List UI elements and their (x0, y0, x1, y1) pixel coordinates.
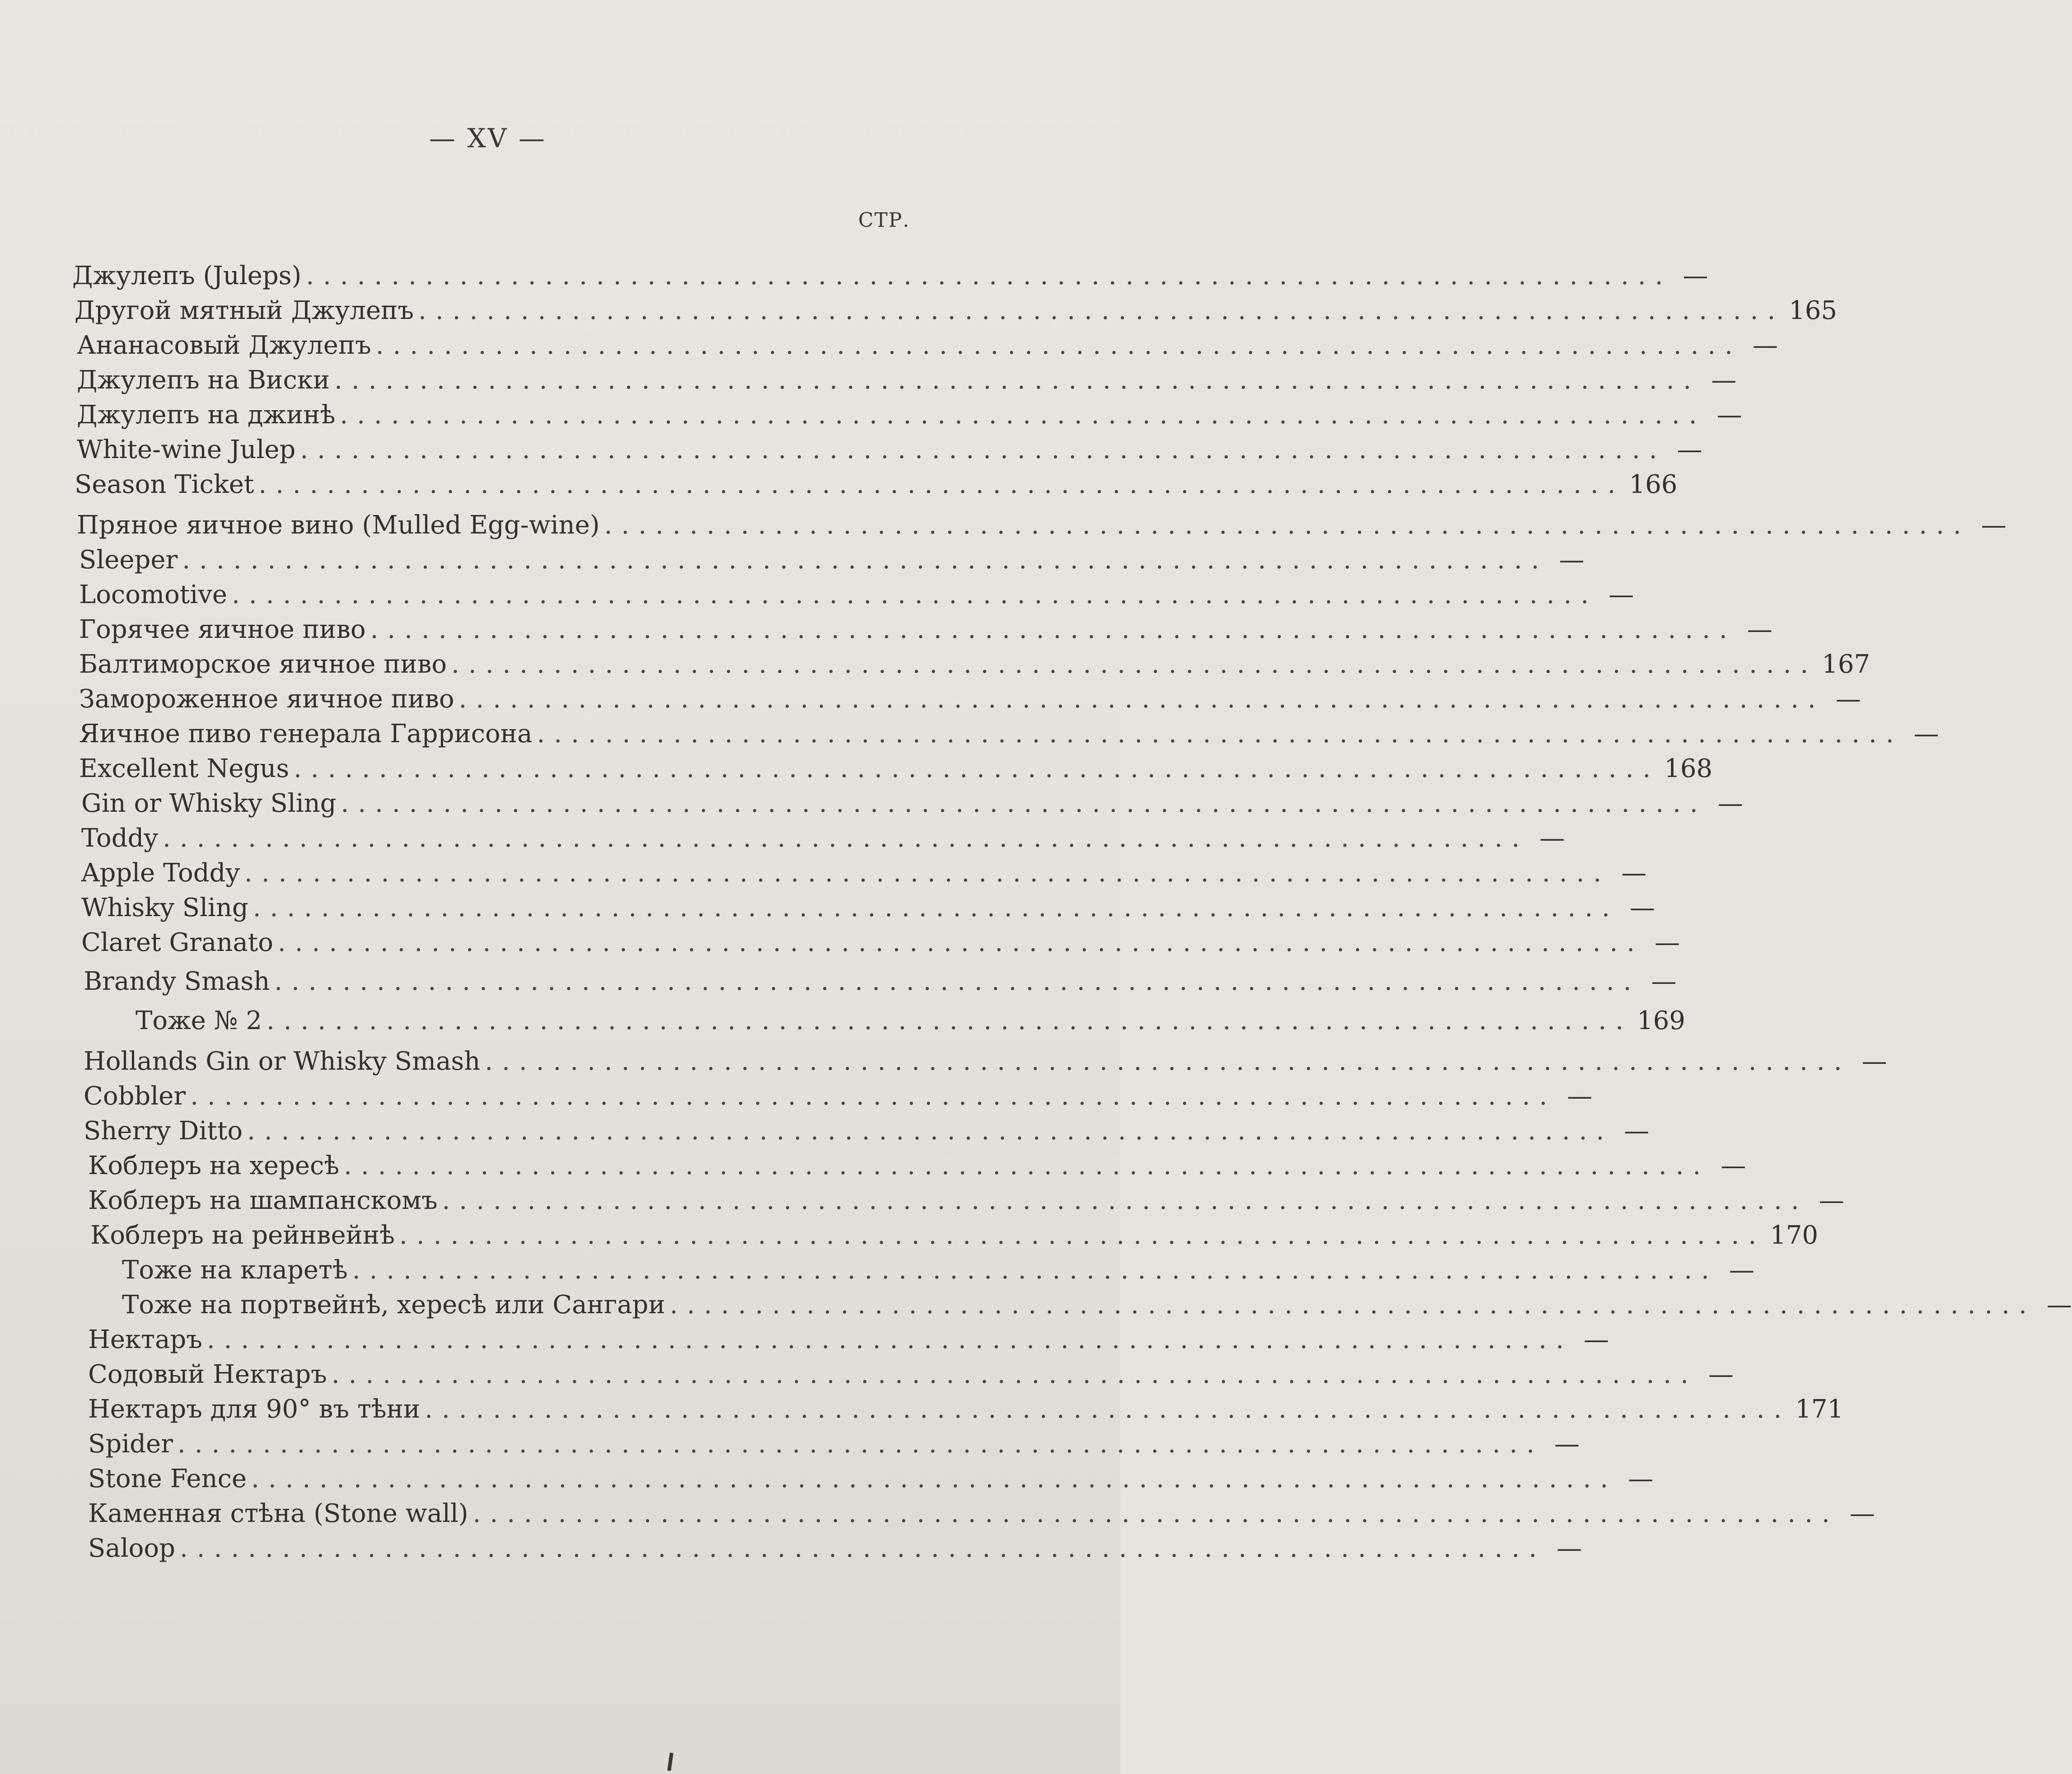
dot-leader: ................................................................................ (442, 1186, 1808, 1215)
toc-entry (81, 821, 1565, 856)
toc-entry-page: — (1651, 967, 1677, 996)
toc-entry-page: — (1849, 1499, 1875, 1528)
toc-entry-page: — (1913, 719, 1939, 749)
toc-entry (75, 468, 1678, 502)
toc-entry-page: 169 (1637, 1006, 1685, 1035)
dot-leader: ................................................................................ (179, 1534, 1546, 1563)
toc-entry (84, 1079, 1593, 1114)
toc-entry-title: Ананасовый Джулепъ (77, 331, 371, 360)
toc-entry (79, 543, 1585, 577)
dot-leader: ................................................................................ (334, 365, 1701, 395)
toc-entry-title: Whisky Sling (81, 893, 248, 922)
toc-entry (88, 1357, 1734, 1392)
toc-entry-title: Brandy Smash (84, 967, 270, 996)
toc-entry (79, 717, 1939, 751)
toc-entry (79, 647, 1871, 682)
toc-entry-page: — (1835, 684, 1861, 714)
toc-entry-page: 171 (1795, 1395, 1844, 1424)
toc-entry-page: — (1624, 1116, 1650, 1146)
toc-entry-title: Пряное яичное вино (Mulled Egg-wine) (77, 510, 600, 540)
toc-entry-page: — (1583, 1325, 1609, 1354)
dot-leader: ................................................................................ (190, 1081, 1557, 1111)
toc-entry-title: Excellent Negus (79, 754, 290, 783)
toc-entry (88, 1531, 1582, 1566)
dot-leader: ................................................................................ (341, 789, 1707, 818)
toc-entry (136, 1004, 1685, 1038)
toc-entry-page: — (1654, 928, 1680, 957)
toc-entry (84, 964, 1677, 999)
dot-leader: ................................................................................ (537, 719, 1903, 749)
page-number: — XV — (429, 123, 547, 154)
toc-entry-page: — (1567, 1081, 1593, 1111)
toc-entry (88, 1497, 1875, 1531)
toc-entry (79, 578, 1634, 612)
dot-leader: ................................................................................ (266, 1006, 1633, 1035)
toc-entry-title: Apple Toddy (81, 858, 240, 888)
toc-entry-title: Тоже на портвейнѣ, хересѣ или Сангари (122, 1290, 665, 1320)
toc-entry-page: — (1721, 1151, 1746, 1180)
toc-entry (81, 891, 1655, 925)
toc-entry-page: — (1677, 435, 1703, 464)
toc-entry-page: 167 (1822, 650, 1871, 679)
dot-leader: ................................................................................ (425, 1395, 1791, 1424)
dot-leader: ................................................................................ (294, 754, 1660, 783)
toc-entry-page: — (1711, 365, 1737, 395)
dot-leader: ................................................................................ (277, 928, 1644, 957)
toc-entry (81, 786, 1743, 821)
page-column-label: СТР. (858, 209, 910, 232)
toc-entry (84, 1044, 1887, 1079)
toc-entry-title: White-wine Julep (77, 435, 296, 464)
dot-leader: ................................................................................ (451, 650, 1818, 679)
toc-entry-title: Яичное пиво генерала Гаррисона (79, 719, 533, 749)
toc-entry (77, 508, 2007, 543)
toc-entry-title: Джулепъ на Виски (77, 365, 330, 395)
dot-leader: ................................................................................ (370, 615, 1736, 644)
dot-leader: ................................................................................ (206, 1325, 1573, 1354)
dot-leader: ................................................................................ (244, 858, 1611, 888)
toc-entry-page: 170 (1770, 1221, 1818, 1250)
toc-entry (81, 926, 1680, 960)
dot-leader: ................................................................................ (247, 1116, 1614, 1146)
toc-entry (88, 1184, 1844, 1218)
toc-entry-page: — (1621, 858, 1647, 888)
toc-entry (122, 1253, 1754, 1287)
toc-entry-title: Claret Granato (81, 928, 273, 957)
toc-entry-title: Коблеръ на рейнвейнѣ (90, 1221, 395, 1250)
dot-leader: ................................................................................ (604, 510, 1970, 540)
dot-leader: ................................................................................ (274, 967, 1641, 996)
toc-entry-page: — (1717, 789, 1743, 818)
toc-entry-title: Тоже на кларетѣ (122, 1255, 348, 1285)
dot-leader: ................................................................................ (472, 1499, 1839, 1528)
toc-entry-page: 166 (1629, 470, 1678, 499)
toc-entry (81, 856, 1647, 890)
dot-leader: ................................................................................ (375, 331, 1742, 360)
dot-leader: ................................................................................ (458, 684, 1825, 714)
toc-entry-title: Нектаръ (88, 1325, 202, 1354)
toc-entry-page: — (1629, 893, 1655, 922)
dot-leader: ................................................................................ (306, 261, 1672, 290)
toc-entry (88, 1323, 1609, 1357)
toc-entry (88, 1427, 1580, 1461)
toc-entry (88, 1149, 1746, 1183)
toc-entry-title: Toddy (81, 824, 159, 853)
toc-entry-page: 168 (1664, 754, 1713, 783)
toc-entry (77, 363, 1737, 398)
toc-entry-page: 165 (1789, 296, 1838, 325)
dot-leader: ................................................................................ (300, 435, 1666, 464)
dot-leader: ................................................................................ (352, 1255, 1718, 1285)
toc-entry (72, 259, 1708, 293)
toc-entry-page: — (1628, 1464, 1654, 1493)
dot-leader: ................................................................................ (253, 893, 1619, 922)
toc-entry-title: Содовый Нектаръ (88, 1360, 327, 1389)
toc-entry-title: Нектаръ для 90° въ тѣни (88, 1395, 421, 1424)
toc-entry-title: Hollands Gin or Whisky Smash (84, 1047, 481, 1076)
toc-entry-title: Балтиморское яичное пиво (79, 650, 447, 679)
toc-entry-page: — (1752, 331, 1778, 360)
toc-entry-page: — (1559, 545, 1585, 575)
dot-leader: ................................................................................ (232, 580, 1598, 609)
toc-entry-title: Sherry Ditto (84, 1116, 243, 1146)
dot-leader: ................................................................................ (177, 1429, 1543, 1459)
toc-entry-title: Saloop (88, 1534, 175, 1563)
toc-entry (77, 433, 1703, 467)
toc-entry (88, 1392, 1844, 1427)
toc-entry-page: — (2046, 1290, 2072, 1320)
toc-entry-title: Stone Fence (88, 1464, 247, 1493)
toc-entry (79, 752, 1713, 786)
toc-entry-title: Spider (88, 1429, 173, 1459)
dot-leader: ................................................................................ (251, 1464, 1618, 1493)
toc-entry-title: Джулепъ на джинѣ (77, 400, 336, 430)
dot-leader: ................................................................................ (331, 1360, 1698, 1389)
toc-entry-title: Джулепъ (Juleps) (72, 261, 302, 290)
toc-entry-page: — (1708, 1360, 1734, 1389)
dot-leader: ................................................................................ (399, 1221, 1766, 1250)
toc-entry-title: Cobbler (84, 1081, 186, 1111)
toc-entry-page: — (1609, 580, 1634, 609)
toc-entry (79, 613, 1773, 647)
toc-entry-page: — (1557, 1534, 1582, 1563)
toc-entry (90, 1218, 1818, 1253)
toc-entry-page: — (1981, 510, 2007, 540)
toc-entry-title: Тоже № 2 (136, 1006, 262, 1035)
toc-entry-page: — (1717, 400, 1742, 430)
toc-entry (88, 1462, 1654, 1496)
dot-leader: ................................................................................ (340, 400, 1706, 430)
toc-entry (122, 1288, 2072, 1322)
toc-entry (79, 682, 1861, 716)
toc-entry-title: Коблеръ на шампанскомъ (88, 1186, 438, 1215)
toc-entry-page: — (1554, 1429, 1580, 1459)
toc-entry (77, 328, 1778, 363)
toc-entry-page: — (1729, 1255, 1754, 1285)
toc-entry-page: — (1683, 261, 1708, 290)
toc-entry-page: — (1747, 615, 1773, 644)
toc-entry-title: Gin or Whisky Sling (81, 789, 337, 818)
toc-entry (77, 398, 1742, 432)
toc-entry-title: Горячее яичное пиво (79, 615, 366, 644)
dot-leader: ................................................................................ (669, 1290, 2036, 1320)
toc-entry-page: — (1539, 824, 1565, 853)
toc-entry-title: Другой мятный Джулепъ (75, 296, 414, 325)
dot-leader: ................................................................................ (344, 1151, 1710, 1180)
toc-entry-title: Замороженное яичное пиво (79, 684, 454, 714)
toc-entry (84, 1114, 1650, 1148)
toc-entry-page: — (1819, 1186, 1844, 1215)
toc-entry-title: Locomotive (79, 580, 227, 609)
dot-leader: ................................................................................ (418, 296, 1785, 325)
toc-entry-title: Season Ticket (75, 470, 254, 499)
toc-entry-page: — (1862, 1047, 1887, 1076)
dot-leader: ................................................................................ (485, 1047, 1851, 1076)
dot-leader: ................................................................................ (258, 470, 1625, 499)
dot-leader: ................................................................................ (163, 824, 1529, 853)
toc-entry (75, 294, 1838, 328)
toc-entry-title: Коблеръ на хересѣ (88, 1151, 340, 1180)
toc-entry-title: Каменная стѣна (Stone wall) (88, 1499, 468, 1528)
toc-entry-title: Sleeper (79, 545, 178, 575)
dot-leader: ................................................................................ (182, 545, 1548, 575)
